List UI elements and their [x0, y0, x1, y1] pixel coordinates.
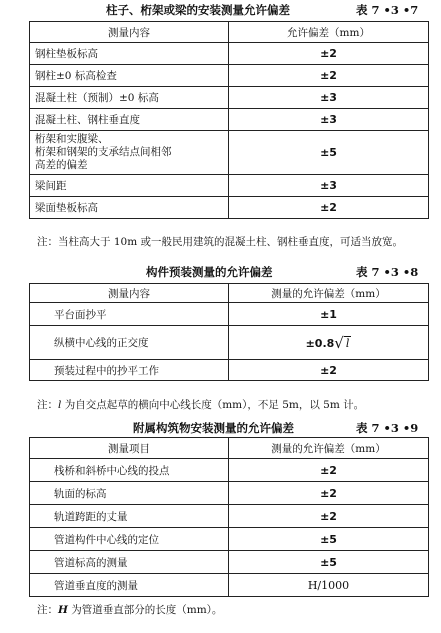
table1-header-row	[30, 22, 429, 43]
table-row	[30, 459, 429, 482]
table3-row5-item: 管道垂直度的测量	[30, 574, 229, 597]
table3-note-var: H	[58, 604, 68, 616]
sqrt-icon: √	[334, 333, 344, 352]
table2-header-item: 测量内容	[30, 284, 229, 303]
table1-row0-item: 钢柱垫板标高	[30, 43, 229, 65]
table1	[29, 21, 429, 219]
table-row	[30, 43, 429, 65]
table-row	[30, 551, 429, 574]
sqrt-expression	[305, 333, 352, 352]
table-row	[30, 326, 429, 360]
table1-row4-item	[30, 131, 229, 175]
table3-row1-item: 轨面的标高	[30, 482, 229, 505]
table3-note	[37, 602, 222, 617]
table-row	[30, 87, 429, 109]
table1-row6-value: ±2	[229, 197, 429, 219]
table1-row3-item: 混凝土柱、钢柱垂直度	[30, 109, 229, 131]
table3-row5-value: H/1000	[229, 574, 429, 597]
table3-row3-item: 管道构件中心线的定位	[30, 528, 229, 551]
table1-row5-item: 梁间距	[30, 175, 229, 197]
table3-header-row	[30, 438, 429, 459]
table3-note-prefix: 注：	[37, 604, 58, 616]
table3	[29, 437, 429, 597]
table1-note: 注：当柱高大于 10m 或一般民用建筑的混凝土柱、钢柱垂直度，可适当放宽。	[37, 236, 403, 248]
table3-row4-value: ±5	[229, 551, 429, 574]
table2-note-rest: 为自交点起草的横向中心线长度（mm），不足 5m，以 5m 计。	[61, 399, 365, 411]
table1-row4-line3: 高差的偏差	[35, 159, 88, 171]
table2-note	[37, 397, 364, 412]
table1-row4-line2: 桁架和钢架的支承结点间相邻	[35, 146, 172, 158]
table1-row5-value: ±3	[229, 175, 429, 197]
table1-row6-item: 梁面垫板标高	[30, 197, 229, 219]
table2-header-row	[30, 284, 429, 303]
table2-note-var: l	[58, 399, 62, 411]
table1-row1-item: 钢柱±0 标高检查	[30, 65, 229, 87]
table3-row2-value: ±2	[229, 505, 429, 528]
table3-row4-item: 管道标高的测量	[30, 551, 229, 574]
table3-row0-item: 栈桥和斜桥中心线的投点	[30, 459, 229, 482]
table1-title: 柱子、桁架或梁的安装测量允许偏差	[106, 3, 290, 17]
table-row	[30, 574, 429, 597]
table-row	[30, 131, 429, 175]
table3-title: 附属构筑物安装测量的允许偏差	[133, 421, 294, 435]
table-row	[30, 109, 429, 131]
table2-row2-item: 预装过程中的抄平工作	[30, 360, 229, 381]
table1-row4-line1: 桁架和实腹梁、	[35, 133, 109, 145]
table-row	[30, 175, 429, 197]
table2-row2-value: ±2	[229, 360, 429, 381]
table2	[29, 283, 429, 381]
table2-header-value: 测量的允许偏差（mm）	[229, 284, 429, 303]
table3-row2-item: 轨道跨距的丈量	[30, 505, 229, 528]
table3-row0-value: ±2	[229, 459, 429, 482]
table3-header-item: 测量项目	[30, 438, 229, 459]
table1-row4-value: ±5	[229, 131, 429, 175]
table1-row1-value: ±2	[229, 65, 429, 87]
table2-row1-value	[229, 326, 429, 360]
table-row	[30, 482, 429, 505]
table2-row1-value-radicand: l	[345, 336, 350, 350]
table2-row0-item: 平台面抄平	[30, 303, 229, 326]
table3-note-rest: 为管道垂直部分的长度（mm）。	[67, 604, 223, 616]
table1-header-value: 允许偏差（mm）	[229, 22, 429, 43]
table2-note-prefix: 注：	[37, 399, 58, 411]
table2-row1-value-prefix: ±0.8	[305, 336, 335, 350]
table1-row3-value: ±3	[229, 109, 429, 131]
table3-header-value: 测量的允许偏差（mm）	[229, 438, 429, 459]
table-row	[30, 360, 429, 381]
table-row	[30, 528, 429, 551]
table2-number: 表 7 •3 •8	[356, 265, 419, 279]
table1-number: 表 7 •3 •7	[356, 3, 419, 17]
table1-header-item: 测量内容	[30, 22, 229, 43]
table1-row2-value: ±3	[229, 87, 429, 109]
table3-row1-value: ±2	[229, 482, 429, 505]
table1-row0-value: ±2	[229, 43, 429, 65]
table2-title: 构件预装测量的允许偏差	[146, 265, 273, 279]
table2-row1-item: 纵横中心线的正交度	[30, 326, 229, 360]
table-row	[30, 197, 429, 219]
table2-row0-value: ±1	[229, 303, 429, 326]
table-row	[30, 303, 429, 326]
table-row	[30, 65, 429, 87]
table-row	[30, 505, 429, 528]
table3-row3-value: ±5	[229, 528, 429, 551]
table1-row2-item: 混凝土柱（预制）±0 标高	[30, 87, 229, 109]
table3-number: 表 7 •3 •9	[356, 421, 419, 435]
